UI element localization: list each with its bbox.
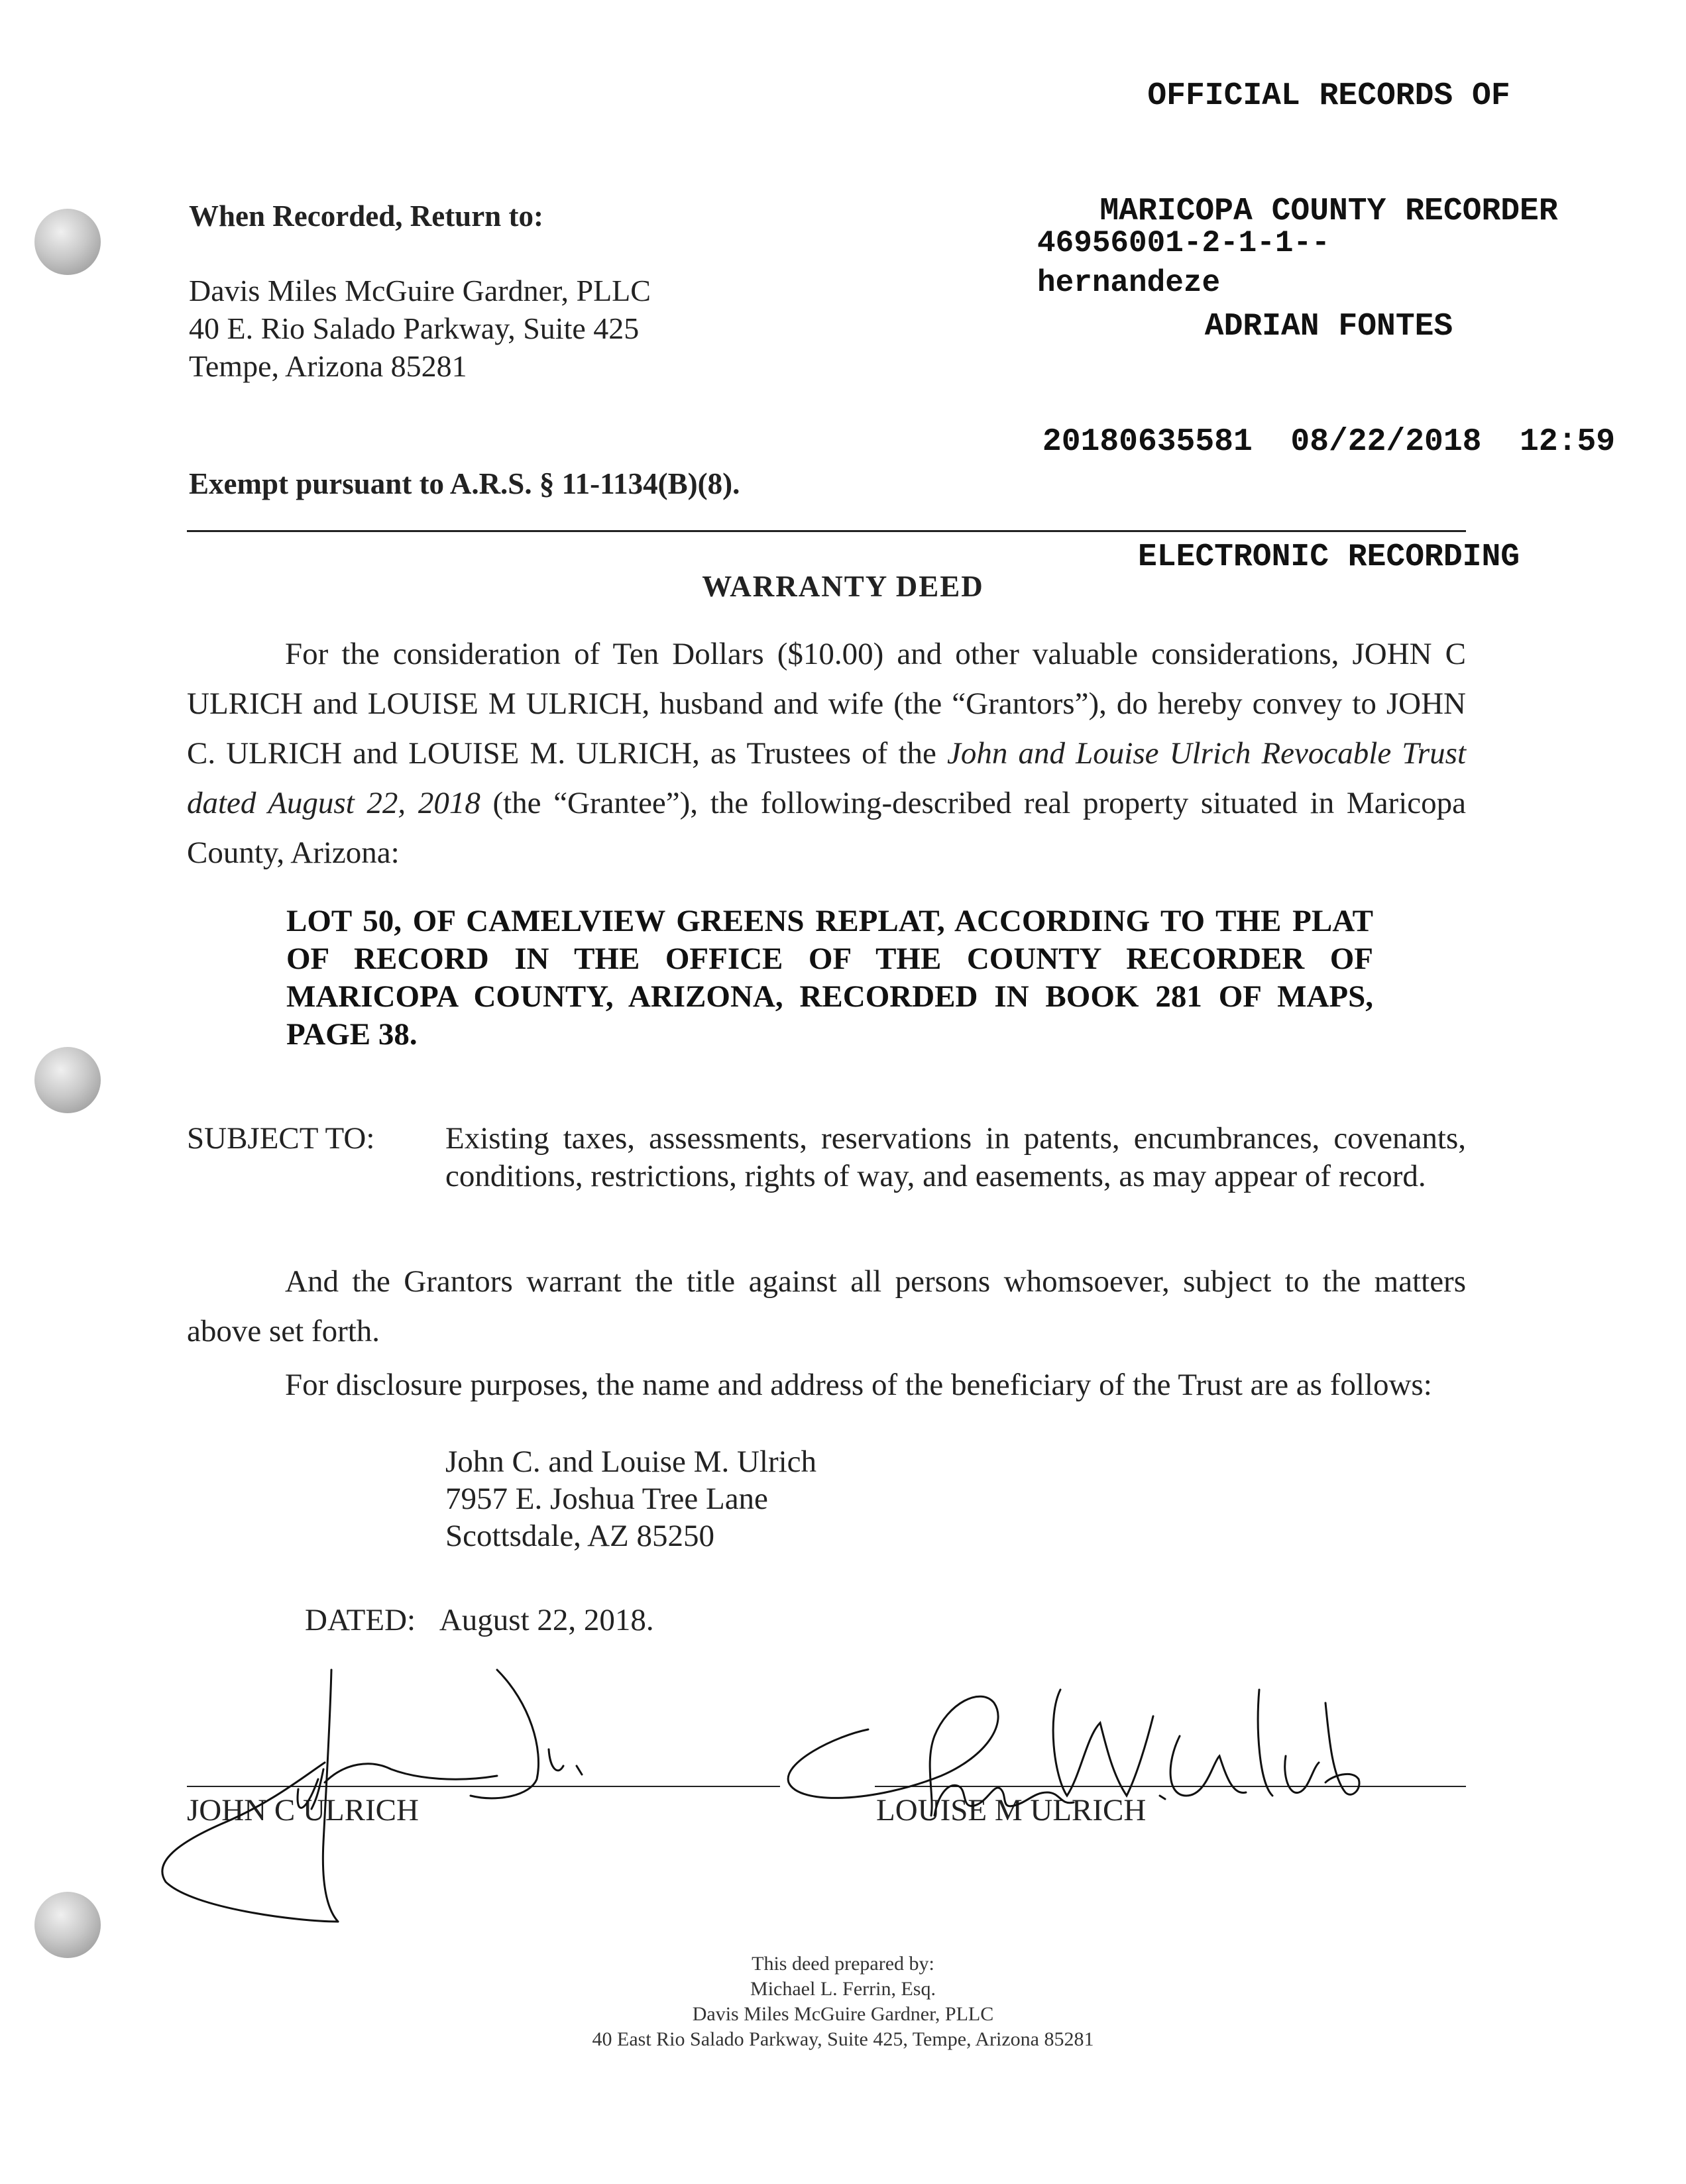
return-to-name: Davis Miles McGuire Gardner, PLLC [189,274,651,307]
stamp-line-5: ELECTRONIC RECORDING [1137,539,1520,575]
beneficiary-address [445,1443,816,1555]
return-to-heading: When Recorded, Return to: [189,199,543,233]
prepared-by-heading: This deed prepared by: [752,1953,934,1975]
document-number-line-1: 46956001-2-1-1-- [1037,226,1330,260]
grantor2-name: LOUISE M ULRICH [876,1793,1147,1828]
subject-to-label: SUBJECT TO: [187,1121,375,1156]
prepared-by [0,1951,1686,2052]
prepared-by-attorney: Michael L. Ferrin, Esq. [750,1978,936,2000]
grantor1-name: JOHN C ULRICH [187,1793,419,1828]
beneficiary-street: 7957 E. Joshua Tree Lane [445,1482,768,1516]
disclosure-paragraph: For disclosure purposes, the name and address of the beneficiary of the Trust are as follows: [285,1368,1432,1402]
beneficiary-city: Scottsdale, AZ 85250 [445,1519,714,1553]
dated-label: DATED: [305,1603,416,1637]
header-divider [187,530,1466,532]
recorder-stamp [994,0,1663,615]
trust-name: John and Louise Ulrich Revocable Trust dated August 22, 2018 [187,736,1466,820]
hole-punch-middle [34,1047,101,1113]
signature-louise-ulrich [769,1663,1365,1849]
consideration-paragraph [187,629,1466,878]
warranty-clause: And the Grantors warrant the title against all persons whomsoever, subject to the matters above set forth. [187,1264,1466,1348]
signature-john-ulrich [152,1643,656,1935]
beneficiary-name: John C. and Louise M. Ulrich [445,1445,817,1479]
return-to-address [189,272,651,385]
document-number [1037,223,1330,303]
document-number-line-2: hernandeze [1037,266,1221,300]
stamp-line-3: ADRIAN FONTES [1204,309,1453,345]
return-to-city: Tempe, Arizona 85281 [189,349,467,383]
subject-to-text: Existing taxes, assessments, reservations in patents, encumbrances, covenants, conditions, restrictions, rights of way, and easements, as may appear of record. [445,1121,1466,1193]
return-to-street: 40 E. Rio Salado Parkway, Suite 425 [189,311,640,345]
document-title: WARRANTY DEED [702,570,984,603]
dated-line [305,1600,654,1640]
stamp-line-4: 20180635581 08/22/2018 12:59 [1042,424,1616,460]
dated-value: August 22, 2018. [439,1603,654,1637]
consideration-text: For the consideration of Ten Dollars ($10.00) and other valuable considerations, JOHN C ULRICH and LOUISE M ULRICH, husband and wife (the “Grantors”), do hereby convey to JOHN C. ULRICH and LOUISE M. ULRICH, as Trustees of the [187,637,1466,771]
prepared-by-address: 40 East Rio Salado Parkway, Suite 425, Tempe, Arizona 85281 [592,2028,1094,2050]
stamp-line-1: OFFICIAL RECORDS OF [1147,78,1510,114]
hole-punch-top [34,209,101,275]
consideration-text-end: (the “Grantee”), the following-described real property situated in Maricopa County, Arizona: [187,786,1466,870]
exemption-notice: Exempt pursuant to A.R.S. § 11-1134(B)(8). [189,467,740,500]
prepared-by-firm: Davis Miles McGuire Gardner, PLLC [692,2003,994,2025]
legal-description: LOT 50, OF CAMELVIEW GREENS REPLAT, ACCORDING TO THE PLAT OF RECORD IN THE OFFICE OF THE COUNTY RECORDER OF MARICOPA COUNTY, ARIZONA, RECORDED IN BOOK 281 OF MAPS, PAGE 38. [286,904,1373,1052]
hole-punch-bottom [34,1892,101,1958]
stamp-line-2: MARICOPA COUNTY RECORDER [1099,193,1558,229]
